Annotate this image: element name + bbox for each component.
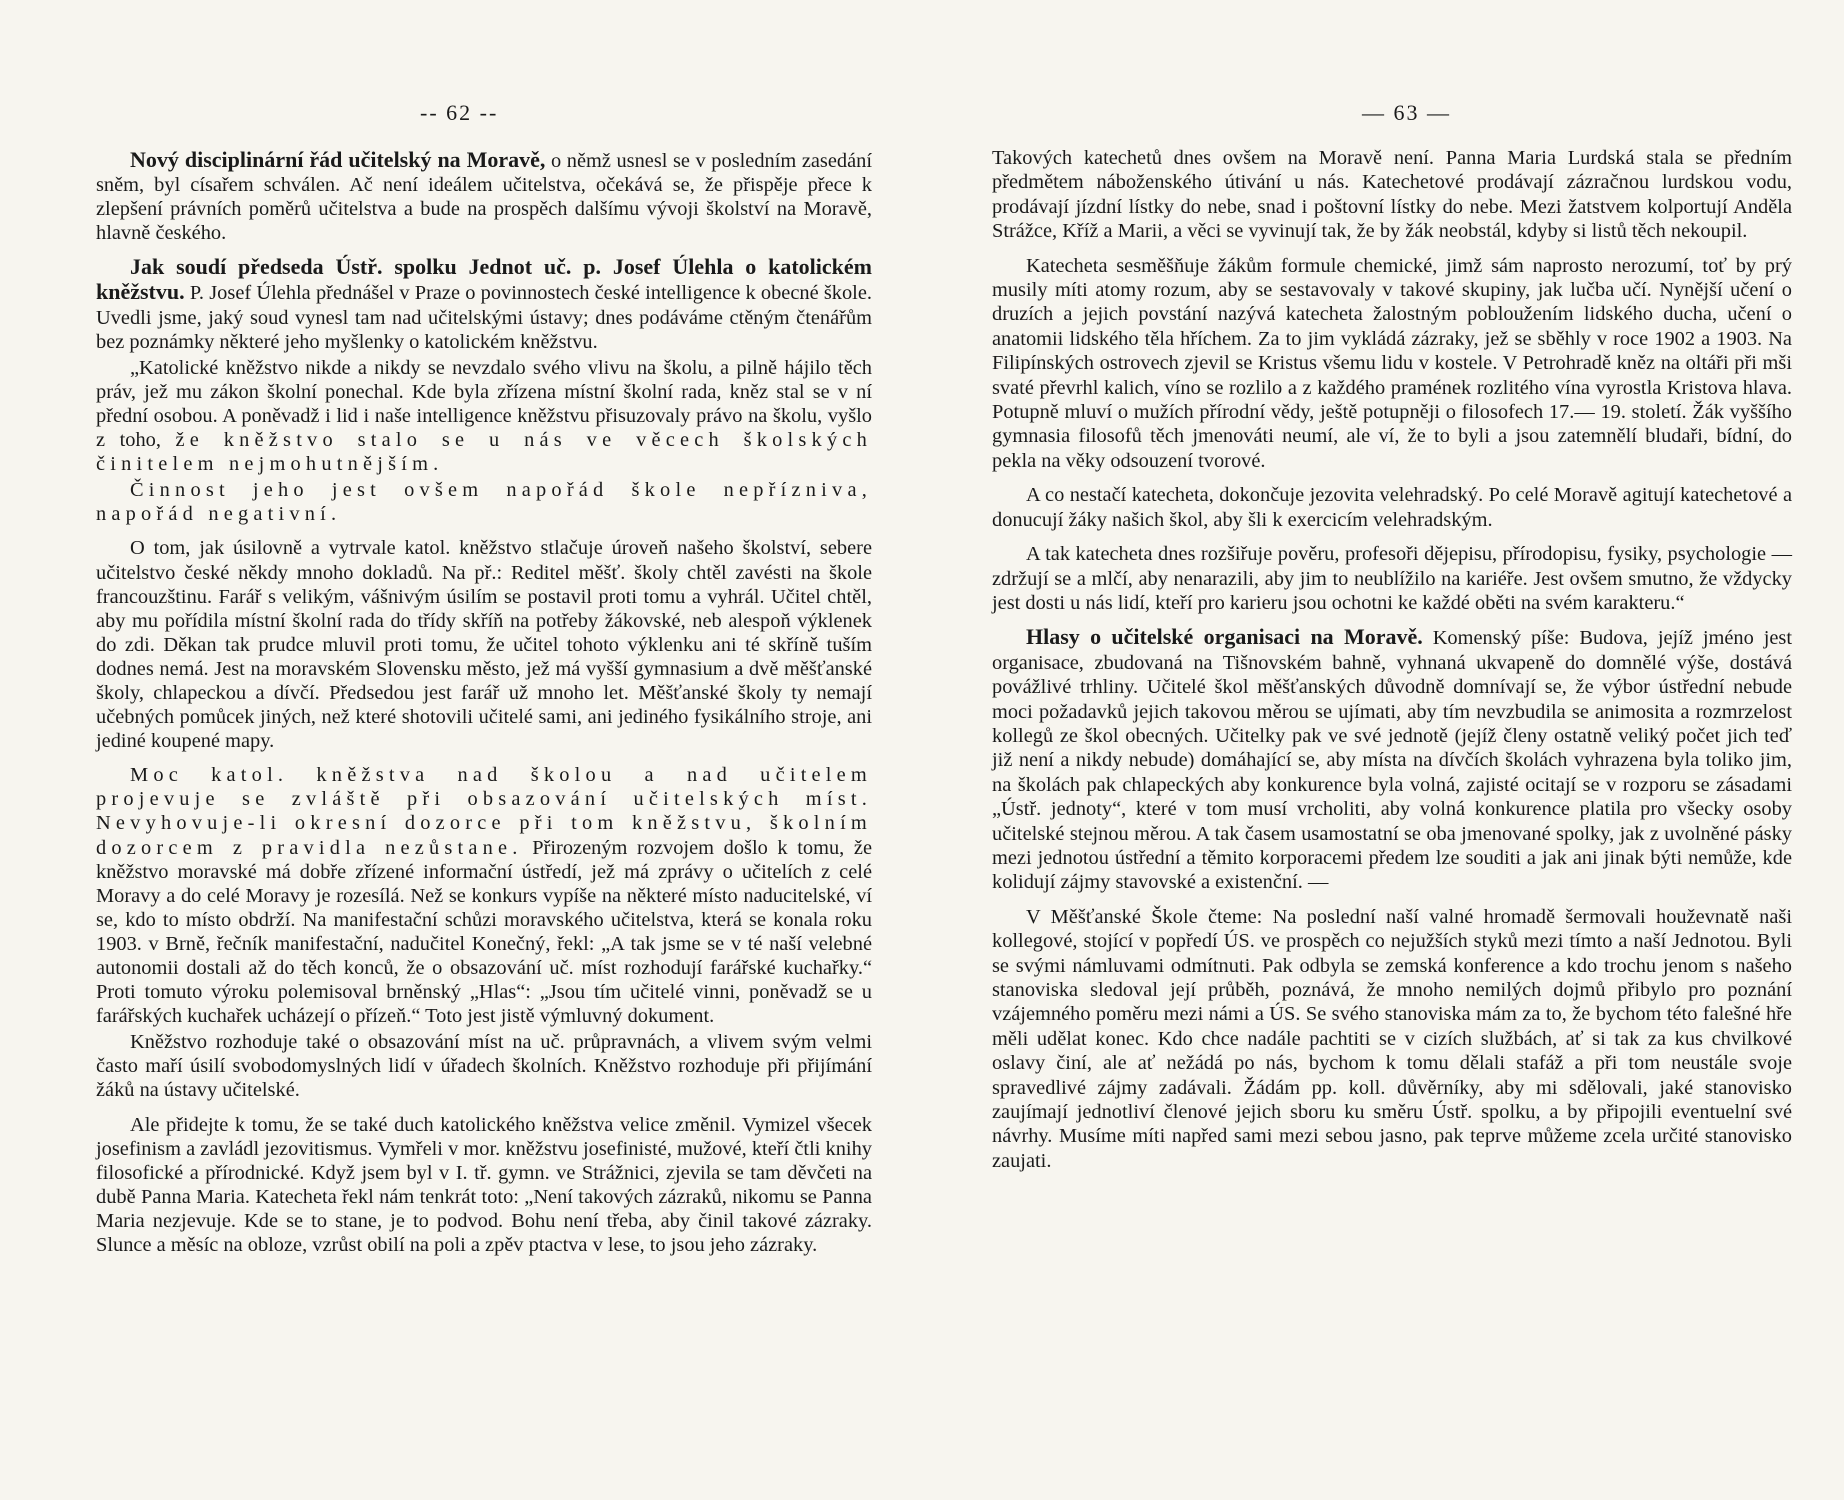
spaced-appointments: Moc katol. kněžstva nad školou a nad učitelem projevuje se zvláště při obsazování učitelských míst. Nevyhovuje-li okresní dozorce při tom kněžstvu, školním dozorcem z pravidla nezůstane.	[96, 764, 872, 859]
right-page	[922, 0, 1844, 1500]
right-text-column	[992, 146, 1792, 1173]
page-number-right: — 63 —	[1362, 100, 1451, 125]
text-velehrad: A co nestačí katecheta, dokončuje jezovita velehradský. Po celé Moravě agitují katechetové a donucují žáky našich škol, aby šli k exercicím velehradským.	[992, 484, 1792, 531]
article-ulehla	[96, 255, 872, 353]
text-ulehla: P. Josef Úlehla přednášel v Praze o povinnostech české intelligence k obecné škole. Uvedli jsme, jaký soud vynesl tam nad učitelskými ústavy; dnes podáváme ctěným čtenářům bez poznámky některé jeho myšlenky o katolickém kněžstvu.	[96, 282, 872, 353]
page-number-left: -- 62 --	[420, 100, 499, 125]
text-catholic-clergy: „Katolické kněžstvo nikde a nikdy se nevzdalo svého vlivu na školu, a pilně hájilo těch práv, jež mu zákon školní ponechal. Kde byla zřízena místní školní rada, kněz stal se v ní přední osobou. A poněvadž i lid i naše intelligence kněžstvu přisuzovaly právo na školu, vyšlo z toho,	[96, 356, 872, 452]
text-superstition: A tak katecheta dnes rozšiřuje pověru, profesoři dějepisu, přírodopisu, fysiky, psychologie — zdržují se a mlčí, aby nenarazili, aby jim to neublížilo na kariéře. Jest ovšem smutno, že vždycky jest dosti u nás lidí, kteří pro karieru jsou ochotni ke každé oběti na svém karakteru.“	[992, 543, 1792, 614]
left-text-column	[96, 148, 872, 1257]
paragraph-training-schools	[96, 1030, 872, 1102]
text-mestanska-skola: V Měšťanské Škole čteme: Na poslední naší valné hromadě šermovali houževnatě naši kollegové, stojící v popředí ÚS. ve prospěch co nejužších styků mezi tímto a naší Jednotou. Byli se svými námluvami odmítnuti. Pak odbyla se zemská konference a kdo trochu jenom s našeho stanoviska sledoval její průběh, poznává, že mnoho nemilých dojmů přibylo pro poznání vzájemného poměru mezi námi a ÚS. Se svého stanoviska mám za to, že bychom této falešné hře měli udělat konec. Kdo chce nadále pachtiti se v cizích službách, ať si tak za kus chvilkové oslavy činí, ale ať nežádá po nás, bychom k tomu dělali stafáž a při tom neustále svoje spravedlivé zájmy zadávali. Žádám pp. koll. důvěrníky, aby mi sdělovali, jaké stanovisko zaujímají jednotliví členové jejich sboru ku směru Ústř. spolku, a by připojili eventuelní své návrhy. Musíme míti napřed sami mezi sebou jasno, pak teprve můžeme zcela určité stanovisko zaujati.	[992, 905, 1792, 1172]
text-appointments: Přirozeným rozvojem došlo k tomu, že kněžstvo moravské má dobře zřízené informační ústředí, jež má zprávy o učitelích z celé Moravy a do celé Moravy je rozesílá. Než se konkurs vypíše na některé místo naducitelské, ví se, kdo to místo obdrží. Na manifestační schůzi moravského učitelstva, která se konala roku 1903. v Brně, řečník manifestační, nadučitel Konečný, řekl: „A tak jsme se v té naší velebné autonomii dostali až do těch konců, že o obsazování uč. míst rozhodují farářské kuchařky.“ Proti tomuto výroku polemisoval brněnský „Hlas“: „Jsou tím učitelé vinni, poněvadž se u farářských kuchařek ucházejí o přízeň.“ Toto jest jistě výmluvný dokument.	[96, 836, 872, 1028]
heading-ulehla: Jak soudí předseda Ústř. spolku Jednot uč. p. Josef Úlehla o katolickém kněžstvu.	[96, 254, 872, 305]
paragraph-superstition	[992, 542, 1792, 615]
heading-disciplinary-code: Nový disciplinární řád učitelský na Moravě,	[130, 147, 546, 172]
article-organisation-voices	[992, 625, 1792, 894]
text-organisation-voices: Komenský píše: Budova, jejíž jméno jest organisace, zbudovaná na Tišnovském bahně, vyhnaná ukvapeně do domnělé výše, dostává povážlivé trhliny. Učitelé škol měšťanských důvodně domnívají se, že výbor ústřední nebude moci požadavků jejich takovou měrou se ujímati, aby tím nevzbudila se animosita a rozmrzelost kollegů ze škol obecných. Učitelky pak ve své jednotě (jejíž členy ostatně veliký počet jich teď již není a nikdy nebude) domáhající se, aby místa na dívčích školách vyhrazena byla toliko jim, na školách pak chlapeckých aby konkurence byla volná, zajisté ocitají se v rozporu se zásadami „Ústř. jednoty“, které v tom musí vrcholiti, aby volná konkurence platila pro všecky osoby učitelské stejnou měrou. A tak časem usamostatní se oba jmenované spolky, jak z uvolněné pásky mezi jednotou ústřední a těmito korporacemi předem lze souditi a jak ani jinak býti nemůže, kde kolidují zájmy stavovské a existenční. —	[992, 627, 1793, 894]
paragraph-lourdes	[992, 146, 1792, 244]
spaced-negative-activity: Činnost jeho jest ovšem napořád škole nepřízniva, napořád negativní.	[96, 479, 872, 526]
text-jesuitism: Ale přidejte k tomu, že se také duch katolického kněžstva velice změnil. Vymizel všecek josefinism a zavládl jezovitismus. Vymřeli v mor. kněžstvu josefinisté, mužové, kteří čtli knihy filosofické a přírodnické. Když jsem byl v I. tř. gymn. ve Strážnici, zjevila se tam děvčeti na dubě Panna Maria. Katecheta řekl nám tenkrát toto: „Není takových zázraků, nikomu se Panna Maria nezjevuje. Kde se to stane, je to podvod. Bohu není třeba, aby činil takové zázraky. Slunce a měsíc na obloze, vzrůst obilí na poli a zpěv ptactva v lese, to jsou jeho zázraky.	[96, 1113, 872, 1257]
heading-organisation-voices: Hlasy o učitelské organisaci na Moravě.	[1026, 624, 1423, 650]
paragraph-catholic-clergy	[96, 356, 872, 476]
text-examples: O tom, jak úsilovně a vytrvale katol. kněžstvo stlačuje úroveň našeho školství, sebere učitelstvo české někdy mnoho dokladů. Na př.: Reditel měšť. školy chtěl zavésti na škole francouzštinu. Farář s velikým, vášnivým úsilím se postavil proti tomu a vyhrál. Učitel chtěl, aby mu pořídila místní školní rada do třídy skříň na potřeby žákovské, neb alespoň výklenek do zdi. Děkan tak prudce mluvil proti tomu, že učitel tohoto výklenku ani té skříně tuším dodnes nemá. Jest na moravském Slovensku město, jež má vyšší gymnasium a dvě měšťanské školy, chlapeckou a dívčí. Předsedou jest farář už mnoho let. Měšťanské školy ty nemají učebných pomůcek jiných, než které shotovili učitelé sami, ani jediného fysikálního stroje, ani jediné koupené mapy.	[96, 537, 872, 753]
paragraph-catechist-chemistry	[992, 254, 1792, 474]
text-disciplinary-code: o němž usnesl se v posledním zasedání sněm, byl císařem schválen. Ač není ideálem učitelstva, očekává se, že přispěje přece k zlepšení právních poměrů učitelstva a bude na prospěch dalšímu vývoji školství na Moravě, hlavně českého.	[96, 150, 873, 245]
text-catechist-chemistry: Katecheta sesměšňuje žákům formule chemické, jimž sám naprosto nerozumí, toť by prý musily míti atomy rozum, aby se sestavovaly v takové skupiny, jak lučba učí. Nynější učení o druzích a jejich povstání nazývá katecheta žalostným pobloužením lidského ducha, učení o anatomii lidského těla hříchem. Za to jim vykládá zázraky, jež se sběhly v roce 1902 a 1903. Na Filipínských ostrovech zjevil se Kristus všemu lidu v kostele. V Petrohradě kněz na oltáři při mši svaté převrhl kalich, víno se rozlilo a z každého pramének rozlitého vína vyrostla Kristova hlava. Potupně mluví o mužích přírodní vědy, ještě potupněji o filosofech 17.— 19. století. Žák vyššího gymnasia filosofů těch jmenováti neumí, ale ví, že to byli a jsou zatemnělí bludaři, bídní, do pekla na věky odsouzení tvorové.	[992, 254, 1792, 472]
spaced-catholic-clergy: že kněžstvo stalo se u nás ve věcech školských činitelem nejmohutnějším.	[96, 429, 872, 476]
paragraph-velehrad	[992, 483, 1792, 532]
paragraph-negative-activity	[96, 478, 872, 526]
article-disciplinary-code	[96, 148, 872, 245]
paragraph-examples	[96, 536, 872, 753]
paragraph-appointments	[96, 763, 872, 1028]
paragraph-jesuitism	[96, 1113, 872, 1258]
paragraph-mestanska-skola	[992, 905, 1792, 1173]
text-lourdes: Takových katechetů dnes ovšem na Moravě není. Panna Maria Lurdská stala se předním předmětem náboženského útivání u nás. Katechetové prodávají zázračnou lurdskou vodu, prodávají jízdní lístky do nebe, snad i poštovní lístky do nebe. Mezi žatstvem kolportují Anděla Strážce, Kříž a Marii, a věci se vyvinují tak, že by žák neobstál, kdyby si listů těch nekoupil.	[992, 147, 1792, 243]
text-training-schools: Kněžstvo rozhoduje také o obsazování míst na uč. průpravnách, a vlivem svým velmi často maří úsilí svobodomyslných lidí v úřadech školních. Kněžstvo rozhoduje při přijímání žáků na ústavy učitelské.	[96, 1031, 872, 1102]
